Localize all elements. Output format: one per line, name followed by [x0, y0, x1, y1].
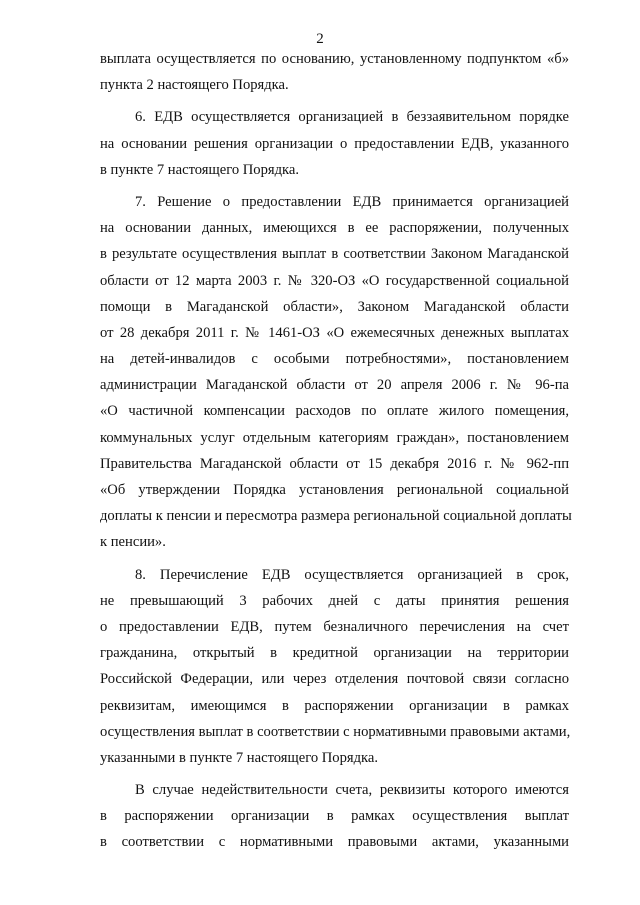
text-line: 8. Перечисление ЕДВ осуществляется организацией в срок, — [135, 566, 569, 583]
text-line: Правительства Магаданской области от 15 декабря 2016 г. № 962-пп — [100, 455, 569, 472]
text-line: доплаты к пенсии и пересмотра размера региональной социальной доплаты — [100, 508, 572, 525]
text-line: на основании решения организации о предоставлении ЕДВ, указанного — [100, 135, 569, 152]
text-line: гражданина, открытый в кредитной организации на территории — [100, 645, 569, 662]
text-line: помощи в Магаданской области», Законом Магаданской области — [100, 298, 569, 315]
text-line: области от 12 марта 2003 г. № 320-ОЗ «О государственной социальной — [100, 272, 569, 289]
text-line: пункта 2 настоящего Порядка. — [100, 77, 289, 94]
page-number: 2 — [316, 31, 324, 47]
text-line: администрации Магаданской области от 20 апреля 2006 г. № 96-па — [100, 377, 569, 394]
text-line: в результате осуществления выплат в соответствии Законом Магаданской — [100, 246, 569, 263]
text-line: в распоряжении организации в рамках осуществления выплат — [100, 808, 569, 825]
text-line: в пункте 7 настоящего Порядка. — [100, 161, 300, 178]
text-line: не превышающий 3 рабочих дней с даты принятия решения — [100, 592, 569, 609]
text-line: в соответствии с нормативными правовыми актами, указанными — [100, 834, 569, 851]
paragraph — [100, 104, 569, 183]
text-line: на основании данных, имеющихся в ее распоряжении, полученных — [100, 220, 569, 237]
text-line: коммунальных услуг отдельным категориям граждан», постановлением — [100, 429, 569, 446]
text-line: осуществления выплат в соответствии с нормативными правовыми актами, — [100, 723, 571, 740]
text-line: к пенсии». — [100, 534, 166, 551]
paragraph — [100, 46, 569, 98]
paragraph — [100, 562, 569, 772]
document-body — [100, 46, 572, 856]
text-line: «Об утверждении Порядка установления региональной социальной — [100, 482, 569, 498]
text-line: от 28 декабря 2011 г. № 1461-ОЗ «О ежемесячных денежных выплатах — [100, 324, 569, 341]
paragraph — [100, 189, 572, 556]
text-line: выплата осуществляется по основанию, установленному подпунктом «б» — [100, 51, 569, 67]
paragraph — [100, 777, 569, 856]
text-line: «О частичной компенсации расходов по оплате жилого помещения, — [100, 403, 569, 420]
text-line: 6. ЕДВ осуществляется организацией в беззаявительном порядке — [135, 109, 569, 126]
text-line: указанными в пункте 7 настоящего Порядка. — [100, 749, 379, 766]
text-line: В случае недействительности счета, реквизиты которого имеются — [135, 782, 569, 799]
text-line: 7. Решение о предоставлении ЕДВ принимается организацией — [135, 193, 569, 210]
text-line: Российской Федерации, или через отделения почтовой связи согласно — [100, 671, 569, 688]
text-line: о предоставлении ЕДВ, путем безналичного перечисления на счет — [100, 618, 569, 635]
text-line: на детей-инвалидов с особыми потребностями», постановлением — [100, 351, 569, 368]
text-line: реквизитам, имеющимся в распоряжении организации в рамках — [100, 697, 569, 714]
